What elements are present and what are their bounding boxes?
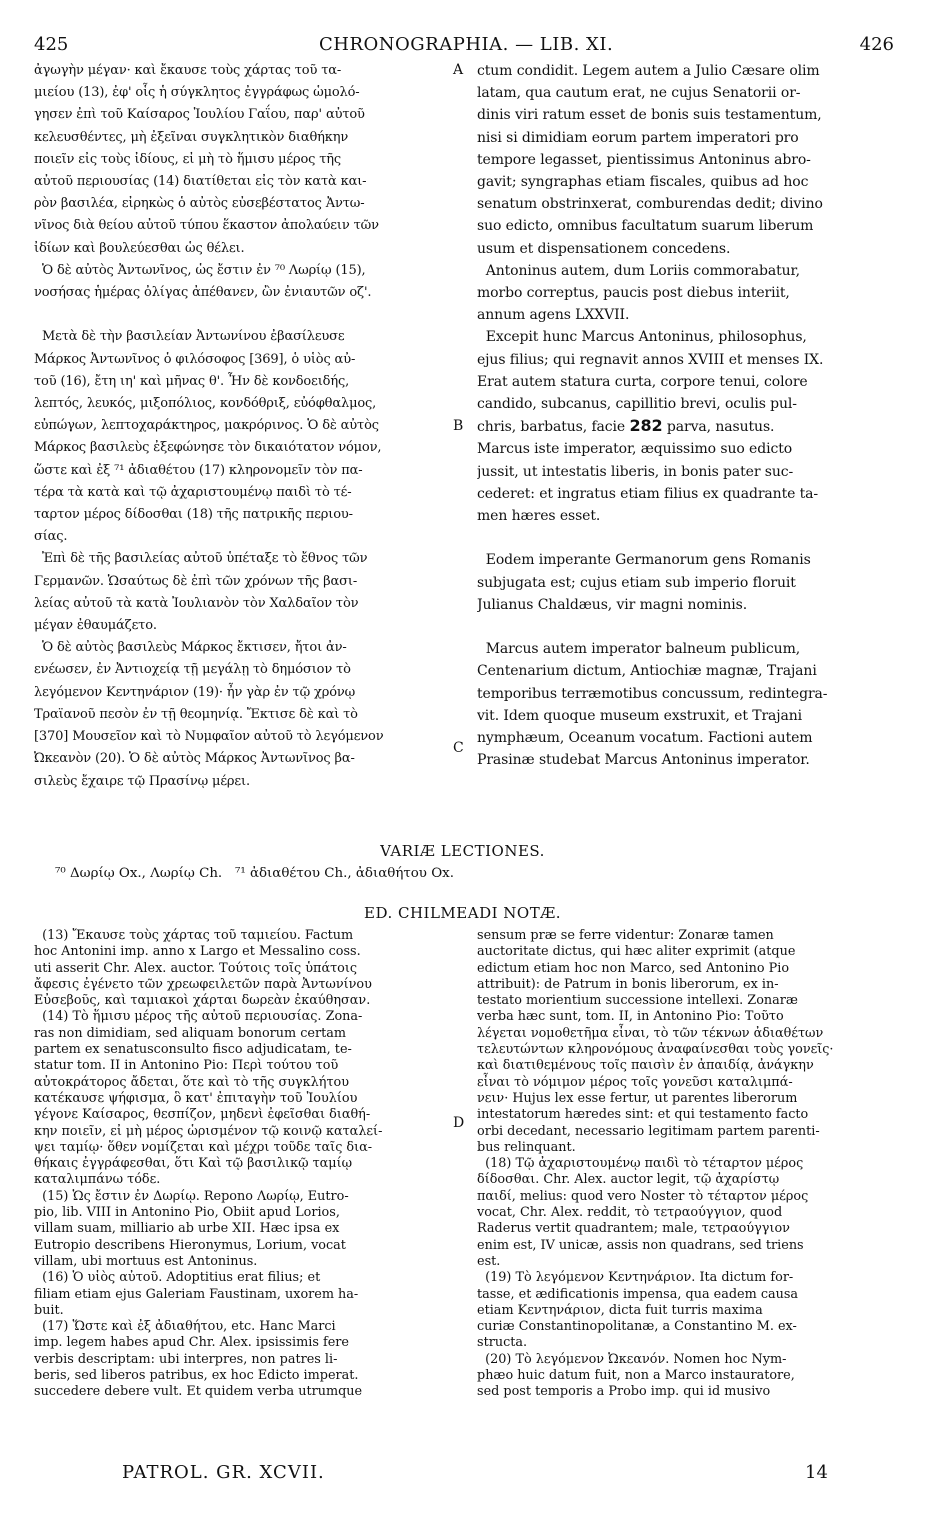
latin-text-part1-end: parva, nasutus.: [662, 419, 775, 436]
page-number-right: 426: [859, 34, 894, 55]
page-number-left: 425: [34, 34, 69, 55]
notes-right-column: sensum præ se ferre videntur: Zonaræ tamen auctoritate dictus, qui hæc aliter exprimit (atque edictum etiam hoc non Marco, sed Antonino Pio attribuit): de Patrum in bonis liberorum, ex in- testato morientium successione intellexi. Zonaræ verba hæc sunt, tom. II, in Antonino Pio: Τοῦτο λέγεται νομοθετῆμα εἶναι, τὸ τῶν τέκνων ἀδιαθέτων τελευτώντων κληρονόμους ἀναφαίνεσθαι τοὺς γονεῖς· καὶ διατιθεμένους τοῖς παισὶν ἐν ἀπαιδίᾳ, ἀνάγκην εἶναι τὸ νόμιμον μέρος τοῖς γονεῦσι καταλιμπά- νειν· Hujus lex esse fertur, ut parentes liberorum intestatorum hæredes sint: et qui testamento facto orbi decedant, necessario legitimam partem parenti- bus relinquant. (18) Τῷ ἀχαριστουμένῳ παιδὶ τὸ τέταρτον μέρος δίδοσθαι. Chr. Alex. auctor legit, τῷ ἀχαρίστῳ παιδί, melius: quod vero Noster τὸ τέταρτον μέρος vocat, Chr. Alex. reddit, τὸ τετραούγγιον, quod Raderus vertit quadrantem; male, τετραούγγιον enim est, IV unicæ, assis non quadrans, sed triens est. (19) Τὸ λεγόμενον Κεντηνάριον. Ita dictum for- tasse, et ædificationis impensa, qua eadem causa etiam Κεντηνάριον, dicta fuit turris maxima curiæ Constantinopolitanæ, a Constantino M. ex- structa. (20) Τὸ λεγόμενον Ὠκεανόν. Nomen hoc Nym- phæo huic datum fuit, non a Marco instauratore, sed post temporis a Probo imp. qui id musivo: [477, 928, 834, 1400]
running-title: CHRONOGRAPHIA. — LIB. XI.: [319, 34, 614, 55]
variae-lectiones-heading: VARIÆ LECTIONES.: [380, 842, 545, 860]
latin-text-part2: Marcus iste imperator, æquissimo suo edicto jussit, ut intestatis liberis, in bonis pater suc- cederet: et ingratus etiam filius ex quadrante ta- men hæres esset. Eodem imperante Germanorum gens Romanis subjugata est; cujus etiam sub imperio floruit Julianus Chaldæus, vir magni nominis. Marcus autem imperator balneum publicum, Centenarium dictum, Antiochiæ magnæ, Trajani temporibus terræmotibus concussum, redintegra- vit. Idem quoque museum exstruxit, et Trajani nymphæum, Oceanum vocatum. Factioni autem Prasinæ studebat Marcus Antoninus imperator.: [477, 441, 828, 769]
latin-text-part1: ctum condidit. Legem autem a Julio Cæsare olim latam, qua cautum erat, ne cujus Senatorii or- dinis viri ratum esset de bonis suis testamentum, nisi si dimidiam eorum partem imperatori pro tempore legasset, pientissimus Antoninus abro- gavit; syngraphas etiam fiscales, quibus ad hoc senatum obstrinxerat, comburendas dedit; divino suo edicto, omnibus facultatum suarum liberum usum et dispensationem concedens. Antoninus autem, dum Loriis commorabatur, morbo correptus, paucis post diebus interiit, annum agens LXXVII. Excepit hunc Marcus Antoninus, philosophus, ejus filius; qui regnavit annos XVIII et menses IX. Erat autem statura curta, corpore tenui, colore candido, subcanus, capillitio brevi, oculis pul- chris, barbatus, facie: [477, 63, 824, 436]
margin-mark-b: B: [453, 418, 464, 434]
footer-signature: 14: [805, 1462, 828, 1483]
margin-mark-c: C: [453, 740, 464, 756]
running-header: [34, 34, 894, 58]
latin-text-column: [477, 60, 892, 772]
variae-lectiones-line: ⁷⁰ Δωρίῳ Ox., Λωρίῳ Ch. ⁷¹ ἀδιαθέτου Ch., ἀδιαθήτου Ox.: [55, 866, 454, 881]
notes-left-column: (13) Ἔκαυσε τοὺς χάρτας τοῦ ταμιείου. Factum hoc Antonini imp. anno x Largo et Messalino coss. uti asserit Chr. Alex. auctor. Τούτοις τοῖς ὑπάτοις ἄφεσις ἐγένετο τῶν χρεωφειλετῶν παρὰ Ἀντωνίνου Εὐσεβοῦς, καὶ ταμιακοὶ χάρται δωρεὰν ἐκαύθησαν. (14) Τὸ ἥμισυ μέρος τῆς αὐτοῦ περιουσίας. Zona- ras non dimidiam, sed aliquam bonorum certam partem ex senatusconsulto fisco adjudicatam, te- statur tom. II in Antonino Pio: Περὶ τούτου τοῦ αὐτοκράτορος ἄδεται, ὅτε καὶ τὸ τῆς συγκλήτου κατέκαυσε ψήφισμα, ὃ κατ' ἐπιταγὴν τοῦ Ἰουλίου γέγονε Καίσαρος, θεσπίζον, μηδενὶ ἐφεῖσθαι διαθή- κην ποιεῖν, εἰ μὴ μέρος ὡρισμένον τῷ κοινῷ καταλεί- ψει ταμίῳ· ὅθεν νομίζεται καὶ μέχρι τοῦδε ταῖς δια- θήκαις ἐγγράφεσθαι, ὅτι Καὶ τῷ βασιλικῷ ταμίῳ καταλιμπάνω τόδε. (15) Ὡς ἔστιν ἐν Δωρίῳ. Repono Λωρίῳ, Eutro- pio, lib. VIII in Antonino Pio, Obiit apud Lorios, villam suam, milliario ab urbe XII. Hæc ipsa ex Eutropio describens Hieronymus, Lorium, vocat villam, ubi mortuus est Antoninus. (16) Ὁ υἱὸς αὐτοῦ. Adoptitius erat filius; et filiam etiam ejus Galeriam Faustinam, uxorem ha- buit. (17) Ὥστε καὶ ἐξ ἀδιαθήτου, etc. Hanc Marci imp. legem habes apud Chr. Alex. ipsissimis fere verbis descriptam: ubi interpres, non patres li- beris, sed liberos patribus, ex hoc Edicto imperat. succedere debere vult. Et quidem verba utrumque: [34, 928, 383, 1400]
greek-text-column: ἀγωγὴν μέγαν· καὶ ἔκαυσε τοὺς χάρτας τοῦ τα- μιείου (13), ἐφ' οἷς ἡ σύγκλητος ἐγγράφως ὡμολό- γησεν ἐπὶ τοῦ Καίσαρος Ἰουλίου Γαΐου, παρ' αὐτοῦ κελευσθέντες, μὴ ἐξεῖναι συγκλητικὸν διαθήκην ποιεῖν εἰς τοὺς ἰδίους, εἰ μὴ τὸ ἥμισυ μέρος τῆς αὐτοῦ περιουσίας (14) διατίθεται εἰς τὸν κατὰ και- ρὸν βασιλέα, εἰρηκὼς ὁ αὐτὸς εὐσεβέστατος Ἀντω- νῖνος διὰ θείου αὐτοῦ τύπου ἕκαστον ἀπολαύειν τῶν ἰδίων καὶ βουλεύεσθαι ὡς θέλει. Ὁ δὲ αὐτὸς Ἀντωνῖνος, ὡς ἔστιν ἐν ⁷⁰ Λωρίῳ (15), νοσήσας ἡμέρας ὀλίγας ἀπέθανεν, ὢν ἐνιαυτῶν οζ'. Μετὰ δὲ τὴν βασιλείαν Ἀντωνίνου ἐβασίλευσε Μάρκος Ἀντωνῖνος ὁ φιλόσοφος [369], ὁ υἱὸς αὐ- τοῦ (16), ἔτη ιη' καὶ μῆνας θ'. Ἦν δὲ κονδοειδής, λεπτός, λευκός, μιξοπόλιος, κονδόθριξ, εὐόφθαλμος, εὐπώγων, λεπτοχαράκτηρος, μακρόρινος. Ὁ δὲ αὐτὸς Μάρκος βασιλεὺς ἐξεφώνησε τὸν δικαιότατον νόμον, ὥστε καὶ ἐξ ⁷¹ ἀδιαθέτου (17) κληρονομεῖν τὸν πα- τέρα τὰ κατὰ καὶ τῷ ἀχαριστουμένῳ παιδὶ τὸ τέ- ταρτον μέρος δίδοσθαι (18) τῆς πατρικῆς περιου- σίας. Ἐπὶ δὲ τῆς βασιλείας αὐτοῦ ὑπέταξε τὸ ἔθνος τῶν Γερμανῶν. Ὡσαύτως δὲ ἐπὶ τῶν χρόνων τῆς βασι- λείας αὐτοῦ τὰ κατὰ Ἰουλιανὸν τὸν Χαλδαῖον τὸν μέγαν ἐθαυμάζετο. Ὁ δὲ αὐτὸς βασιλεὺς Μάρκος ἔκτισεν, ἤτοι ἀν- ενέωσεν, ἐν Ἀντιοχείᾳ τῇ μεγάλῃ τὸ δημόσιον τὸ λεγόμενον Κεντηνάριον (19)· ἦν γὰρ ἐν τῷ χρόνῳ Τραϊανοῦ πεσὸν ἐν τῇ θεομηνίᾳ. Ἔκτισε δὲ καὶ τὸ [370] Μουσεῖον καὶ τὸ Νυμφαῖον αὐτοῦ τὸ λεγόμενον Ὠκεανὸν (20). Ὁ δὲ αὐτὸς Μάρκος Ἀντωνῖνος βα- σιλεὺς ἔχαιρε τῷ Πρασίνῳ μέρει.: [34, 63, 384, 789]
margin-mark-a: A: [453, 62, 464, 78]
notes-heading: ED. CHILMEADI NOTÆ.: [364, 904, 561, 922]
footer-patrol: PATROL. GR. XCVII.: [122, 1462, 325, 1483]
column-number-282: 282: [629, 416, 663, 436]
margin-mark-d: D: [453, 1115, 465, 1131]
